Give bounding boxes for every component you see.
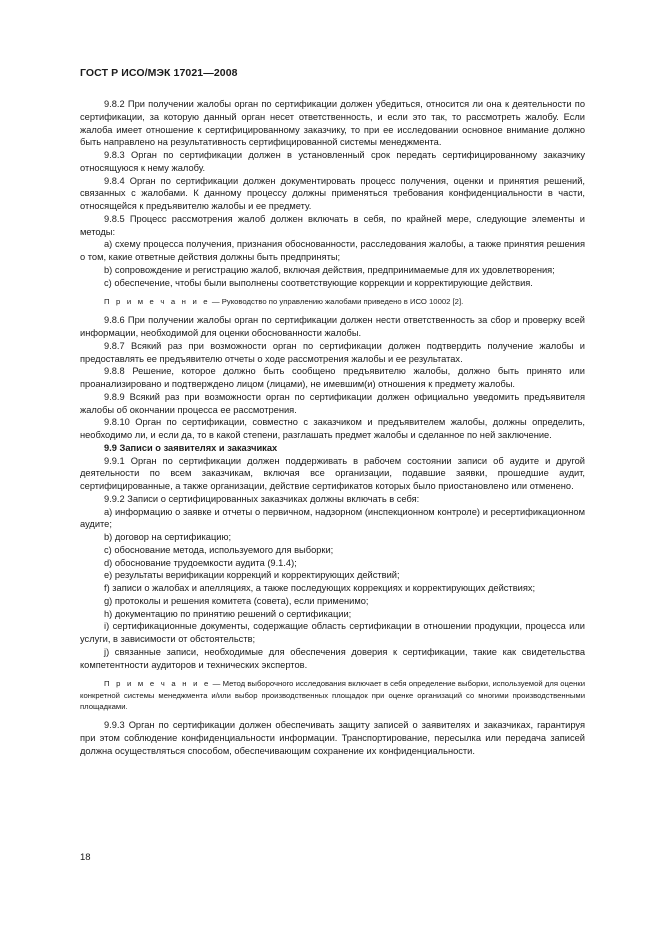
list-item-9-8-5-a: a) схему процесса получения, признания обоснованности, расследования жалобы, а также принятия решения о том, какие ответные действия должны быть предприняты; bbox=[80, 239, 585, 262]
list-item-9-9-2-b: b) договор на сертификацию; bbox=[104, 532, 232, 543]
list-item-9-9-2-g: g) протоколы и решения комитета (совета), если применимо; bbox=[104, 595, 369, 606]
list-item-9-8-5-c: c) обеспечение, чтобы были выполнены соответствующие коррекции и корректирующие действия. bbox=[104, 277, 533, 288]
note-label: П р и м е ч а н и е bbox=[104, 297, 210, 307]
page-number: 18 bbox=[80, 852, 91, 863]
note-text: — Метод выборочного исследования включает в себя определение выборки, используемой для оценки конкретной системы менеджмента и/или выбор производственных площадок при оценке организаций со многими производственными площадками. bbox=[80, 679, 585, 711]
list-item-9-9-2-a: a) информацию о заявке и отчеты о первичном, надзорном (инспекционном контроле) и ресертификационном аудите; bbox=[80, 506, 585, 530]
list-item-9-9-2-h: h) документацию по принятию решений о сертификации; bbox=[104, 608, 352, 619]
note-sampling bbox=[80, 678, 585, 712]
document-header: ГОСТ Р ИСО/МЭК 17021—2008 bbox=[80, 67, 238, 79]
paragraph-9-8-2: 9.8.2 При получении жалобы орган по сертификации должен убедиться, относится ли она к деятельности по сертификации, за которую данный орган несет ответственность, и если это так, то рассмотреть жалобу. Если жалоба имеет отношение к сертифицированному заказчику, то при ее исследовании основное внимание должно быть направлено на результативность сертифицированной системы менеджмента. bbox=[80, 99, 585, 148]
list-item-9-9-2-c: c) обоснование метода, используемого для выборки; bbox=[104, 544, 334, 555]
document-body bbox=[80, 98, 585, 757]
paragraph-9-8-3: 9.8.3 Орган по сертификации должен в установленный срок передать сертифицированному заказчику относящуюся к нему жалобу. bbox=[80, 150, 585, 173]
list-item-9-9-2-f: f) записи о жалобах и апелляциях, а также последующих коррекциях и корректирующих действиях; bbox=[104, 583, 536, 594]
list-item-9-9-2-d: d) обоснование трудоемкости аудита (9.1.4); bbox=[104, 557, 297, 568]
paragraph-9-8-7: 9.8.7 Всякий раз при возможности орган по сертификации должен подтвердить получение жалобы и предоставлять ее предъявителю отчеты о ходе рассмотрения жалобы и ее результатах. bbox=[80, 340, 585, 364]
note-complaints bbox=[80, 296, 585, 307]
paragraph-9-8-9: 9.8.9 Всякий раз при возможности орган по сертификации должен официально уведомить предъявителя жалобы об окончании процесса ее рассмотрения. bbox=[80, 391, 585, 415]
note-text: — Руководство по управлению жалобами приведено в ИСО 10002 [2]. bbox=[209, 297, 464, 307]
note-label: П р и м е ч а н и е bbox=[104, 679, 211, 689]
paragraph-9-8-10: 9.8.10 Орган по сертификации, совместно с заказчиком и предъявителем жалобы, должны определить, необходимо ли, и если да, то в какой степени, разглашать предмет жалобы и сделанное по ней заключение. bbox=[80, 417, 585, 441]
paragraph-9-8-8: 9.8.8 Решение, которое должно быть сообщено предъявителю жалобы, должно быть принято или проанализировано и подтверждено лицом (лицами), не имевшим(и) отношения к предмету жалобы. bbox=[80, 366, 585, 390]
paragraph-9-8-5: 9.8.5 Процесс рассмотрения жалоб должен включать в себя, по крайней мере, следующие элементы и методы: bbox=[80, 213, 585, 237]
list-item-9-9-2-j: j) связанные записи, необходимые для обеспечения доверия к сертификации, такие как свидетельства компетентности аудиторов и технических экспертов. bbox=[80, 646, 585, 670]
list-item-9-9-2-i: i) сертификационные документы, содержащие область сертификации в отношении продукции, процесса или услуги, в зависимости от обстоятельств; bbox=[80, 621, 585, 645]
paragraph-9-8-6: 9.8.6 При получении жалобы орган по сертификации должен нести ответственность за сбор и проверку всей информации, необходимой для оценки обоснованности жалобы. bbox=[80, 315, 585, 339]
list-item-9-9-2-e: e) результаты верификации коррекций и корректирующих действий; bbox=[104, 570, 400, 581]
paragraph-9-8-4: 9.8.4 Орган по сертификации должен документировать процесс получения, оценки и принятия решений, связанных с жалобами. К данному процессу должны применяться требования конфиденциальности в части, относящейся к предъявителю жалобы и ее предмету. bbox=[80, 175, 585, 211]
paragraph-9-9-3: 9.9.3 Орган по сертификации должен обеспечивать защиту записей о заявителях и заказчиках, гарантируя при этом соблюдение конфиденциальности информации. Транспортирование, пересылка или передача записей должна осуществляться способом, обеспечивающим сохранение их конфиденциальности. bbox=[80, 720, 585, 756]
list-item-9-8-5-b: b) сопровождение и регистрацию жалоб, включая действия, предпринимаемые для их удовлетворения; bbox=[104, 264, 555, 275]
paragraph-9-9-2: 9.9.2 Записи о сертифицированных заказчиках должны включать в себя: bbox=[104, 493, 420, 504]
section-heading-9-9: 9.9 Записи о заявителях и заказчиках bbox=[104, 442, 278, 453]
paragraph-9-9-1: 9.9.1 Орган по сертификации должен поддерживать в рабочем состоянии записи об аудите и другой деятельности по всем заказчикам, включая все организации, подавшие заявки, прошедшие аудит, сертифицированные, а также организации, действие сертификатов которых было приостановлено или отменено. bbox=[80, 455, 585, 492]
